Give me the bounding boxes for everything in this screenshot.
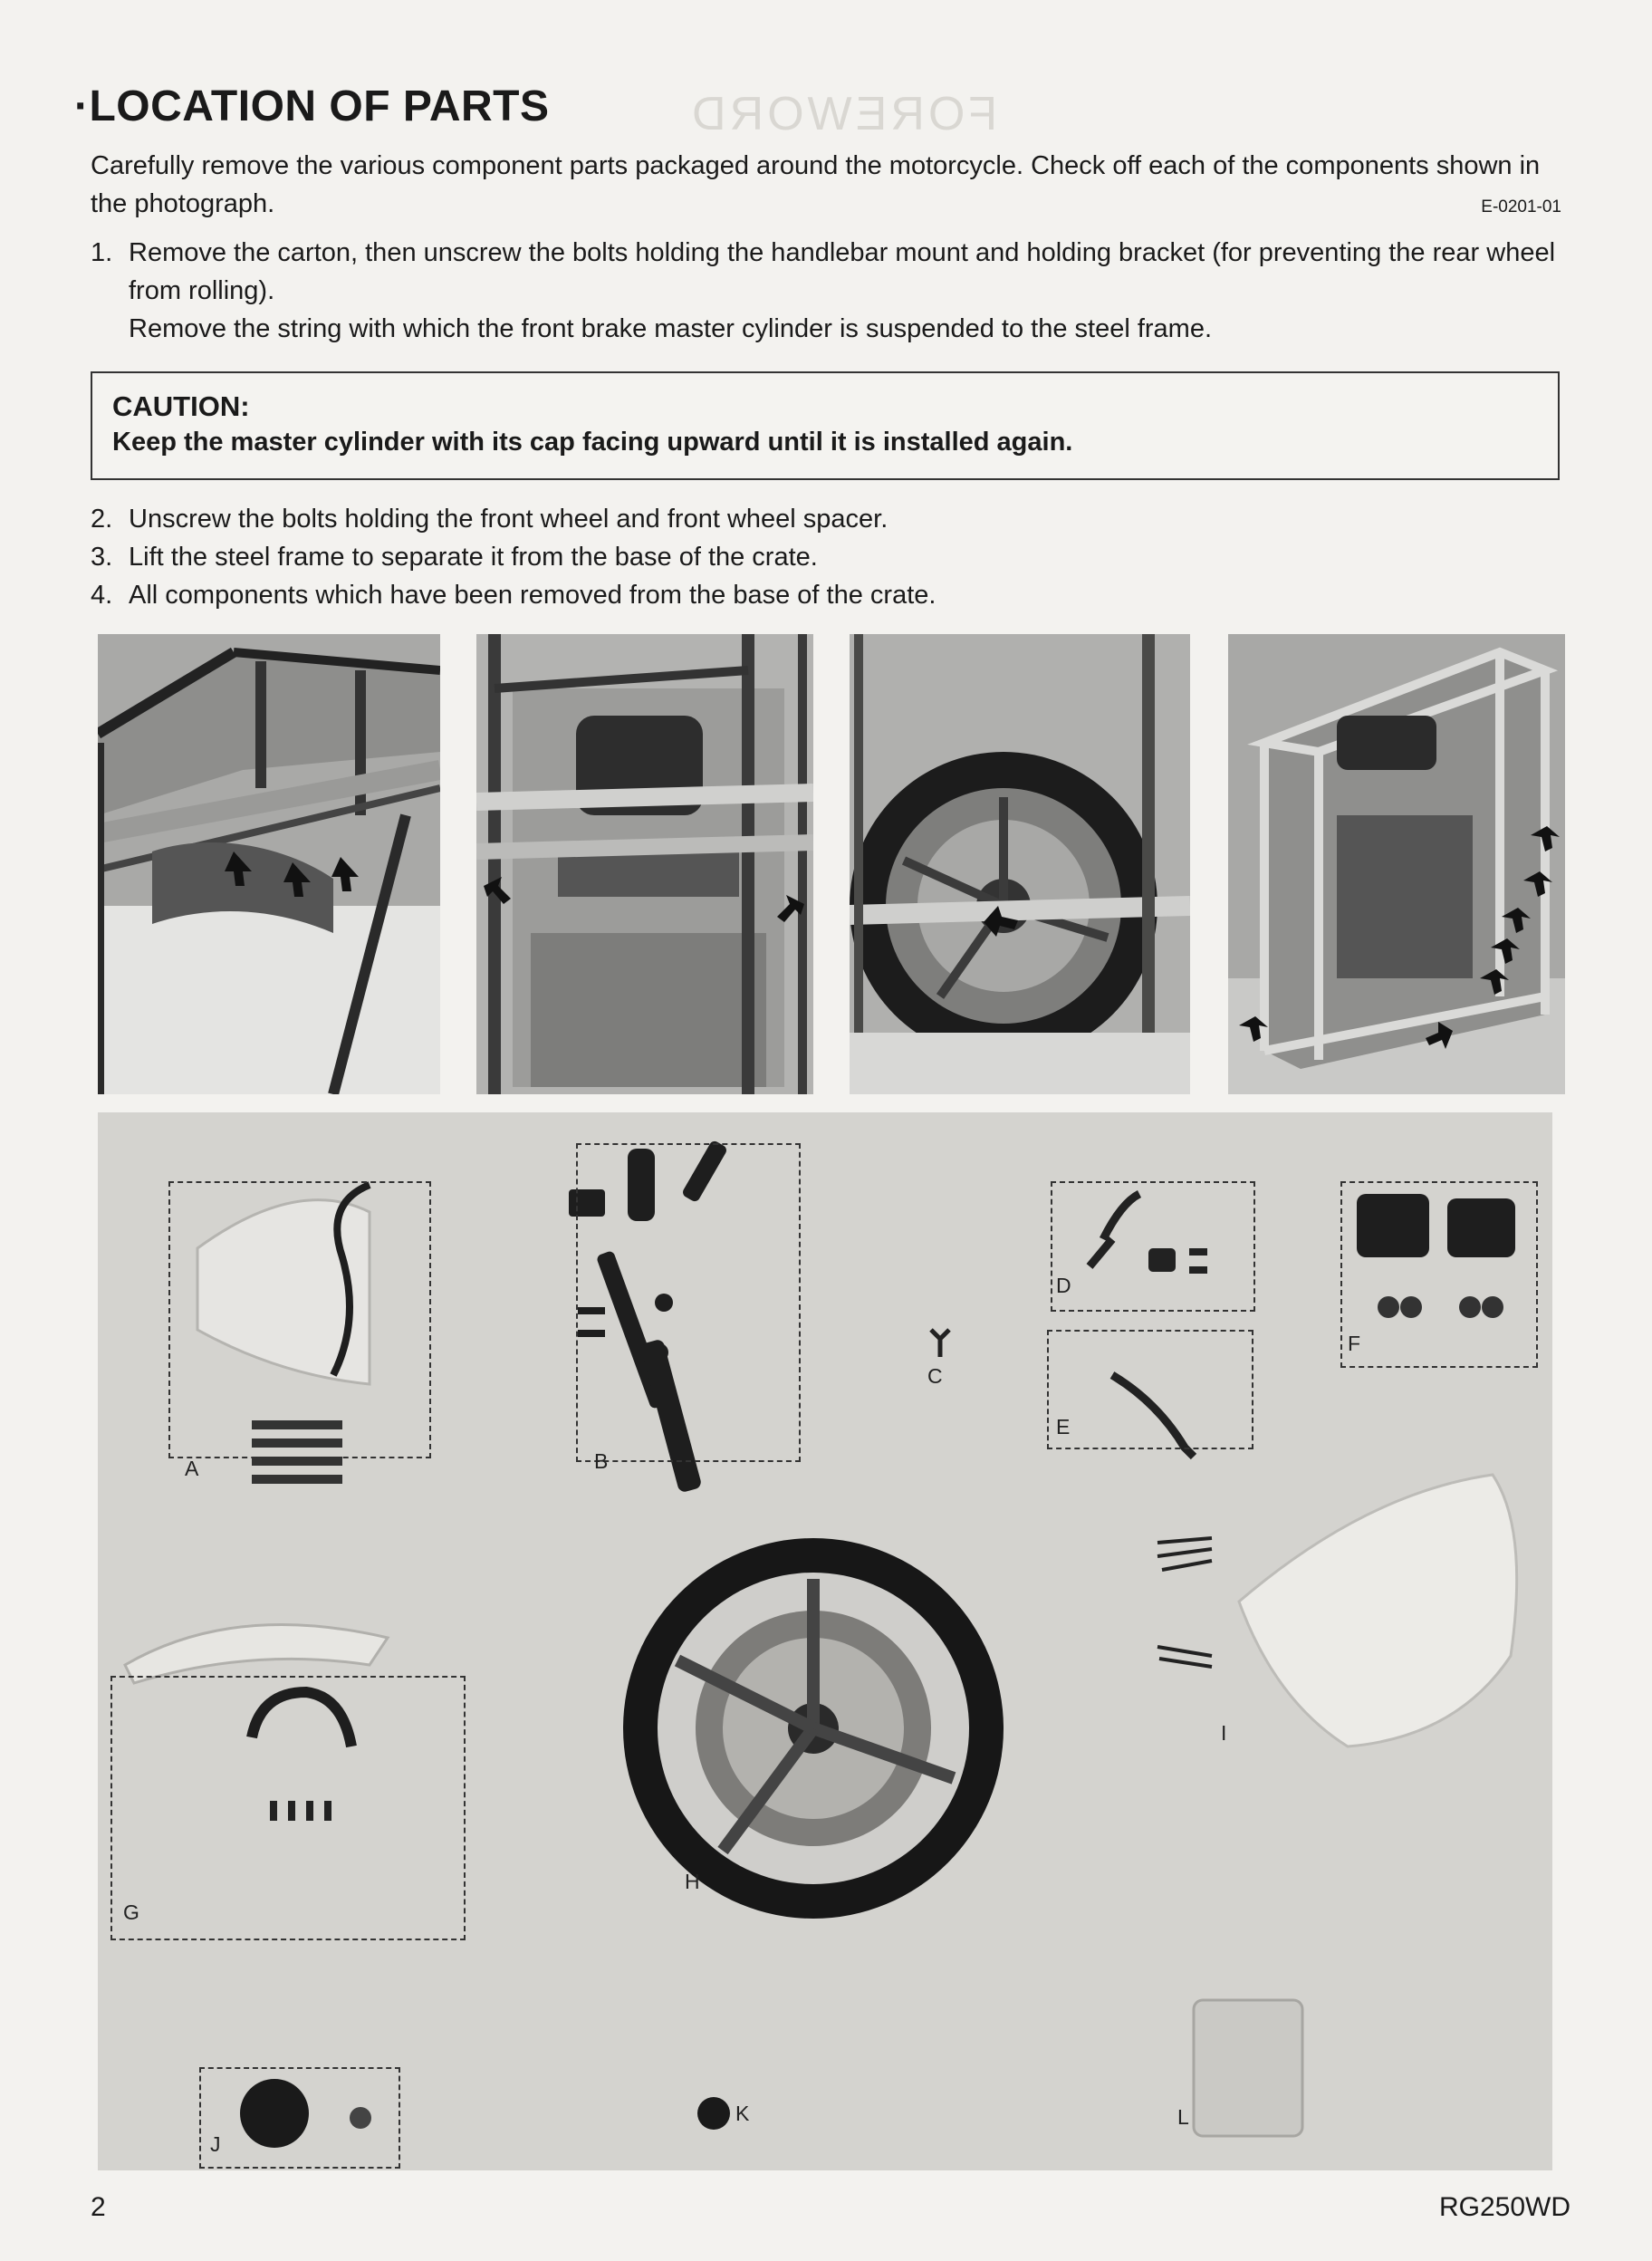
- part-label-d: D: [1056, 1274, 1071, 1297]
- part-box-f: [1340, 1181, 1538, 1368]
- crate-photo-4: [1228, 634, 1565, 1094]
- part-label-g: G: [123, 1900, 139, 1924]
- part-label-k: K: [735, 2102, 750, 2125]
- step-text: Unscrew the bolts holding the front wheel and front wheel spacer.: [129, 505, 888, 534]
- step-text: Remove the string with which the front brake master cylinder is suspended to the steel frame.: [129, 314, 1213, 343]
- step-number: 4.: [91, 581, 113, 610]
- step-item: [91, 576, 1567, 614]
- crate-photo-2: [476, 634, 813, 1094]
- part-label-c: C: [927, 1364, 943, 1388]
- step-text: Remove the carton, then unscrew the bolts holding the handlebar mount and holding bracket (for preventing the rear wheel from rolling).: [129, 238, 1556, 305]
- step-item: [91, 500, 1567, 538]
- part-box-a: [168, 1181, 431, 1458]
- part-label-a: A: [185, 1457, 199, 1480]
- steps-list-first: [91, 234, 1567, 348]
- step-text: Lift the steel frame to separate it from the base of the crate.: [129, 543, 818, 572]
- document-code: E-0201-01: [1481, 197, 1561, 216]
- step-item: [91, 538, 1567, 576]
- crate-photo-3: [850, 634, 1190, 1094]
- ghost-heading-bleedthrough: FOREWORD: [688, 88, 998, 140]
- crate-photo-1-art: [98, 634, 440, 1094]
- intro-paragraph: Carefully remove the various component parts packaged around the motorcycle. Check off each of the components shown in the photograph.: [91, 151, 1541, 218]
- part-box-e: [1047, 1330, 1253, 1449]
- part-label-e: E: [1056, 1415, 1071, 1438]
- step-number: 2.: [91, 505, 113, 534]
- part-box-b: [576, 1143, 801, 1462]
- part-box-g: [110, 1676, 466, 1940]
- steps-list-rest: [91, 500, 1567, 614]
- crate-photo-4-art: [1228, 634, 1565, 1094]
- caution-title: CAUTION:: [112, 390, 250, 422]
- page-number: 2: [91, 2192, 106, 2222]
- part-label-f: F: [1348, 1332, 1361, 1355]
- step-number: 3.: [91, 543, 113, 572]
- part-label-b: B: [594, 1449, 609, 1473]
- crate-photo-2-art: [476, 634, 813, 1094]
- page-title: ·LOCATION OF PARTS: [74, 82, 550, 130]
- step-number: 1.: [91, 238, 113, 267]
- crate-photo-3-art: [850, 634, 1190, 1094]
- caution-text: Keep the master cylinder with its cap facing upward until it is installed again.: [112, 428, 1073, 457]
- part-box-j: [199, 2067, 400, 2169]
- crate-photo-1: [98, 634, 440, 1094]
- part-box-d: [1051, 1181, 1255, 1312]
- part-label-i: I: [1221, 1721, 1227, 1745]
- part-label-j: J: [210, 2132, 221, 2156]
- parts-photograph: [98, 1112, 1552, 2170]
- part-label-h: H: [685, 1870, 700, 1893]
- part-label-l: L: [1177, 2105, 1189, 2129]
- model-code: RG250WD: [1438, 2192, 1570, 2222]
- step-text: All components which have been removed from the base of the crate.: [129, 581, 936, 610]
- step-item: [91, 234, 1567, 348]
- caution-box: [91, 371, 1560, 480]
